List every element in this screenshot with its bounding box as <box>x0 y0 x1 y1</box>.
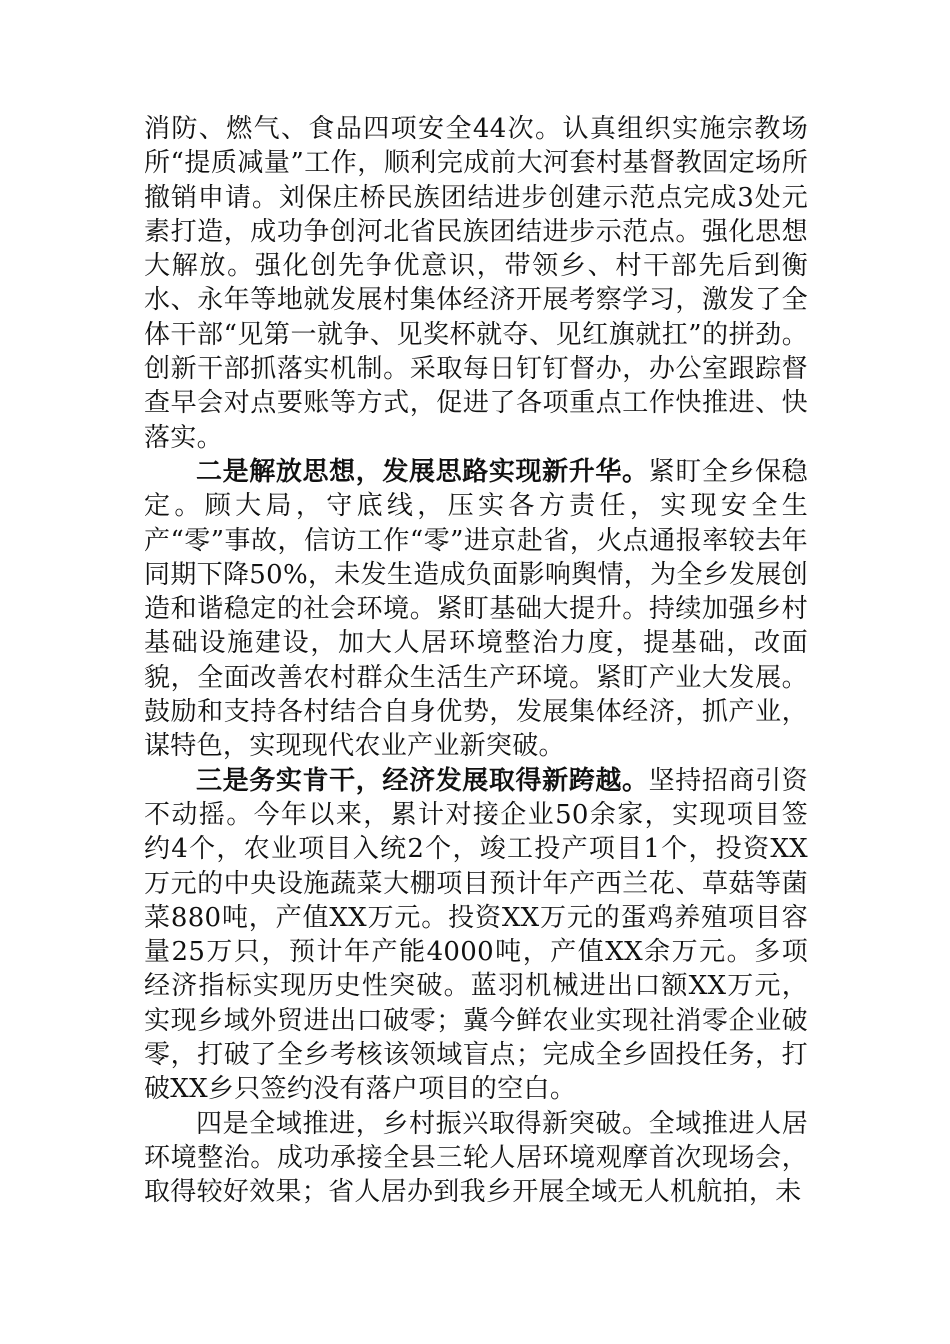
paragraph-text: 四是全域推进，乡村振兴取得新突破。全域推进人居环境整治。成功承接全县三轮人居环境观摩首次现场会，取得较好效果；省人居办到我乡开展全域无人机航拍，未 <box>144 1108 808 1208</box>
paragraph-lead: 三是务实肯干，经济发展取得新跨越。 <box>196 765 649 796</box>
paragraph-lead: 二是解放思想，发展思路实现新升华。 <box>196 456 649 487</box>
paragraph-text: 消防、燃气、食品四项安全44次。认真组织实施宗教场所“提质减量”工作，顺利完成前大河套村基督教固定场所撤销申请。刘保庄桥民族团结进步创建示范点完成3处元素打造，成功争创河北省民族团结进步示范点。强化思想大解放。强化创先争优意识，带领乡、村干部先后到衡水、永年等地就发展村集体经济开展考察学习，激发了全体干部“见第一就争、见奖杯就夺、见红旗就扛”的拼劲。创新干部抓落实机制。采取每日钉钉督办，办公室跟踪督查早会对点要账等方式，促进了各项重点工作快推进、快落实。 <box>144 114 808 453</box>
paragraph-continuation <box>144 112 808 455</box>
paragraph-point-three <box>144 764 808 1107</box>
paragraph-point-two <box>144 455 808 764</box>
paragraph-point-four <box>144 1107 808 1210</box>
document-page <box>144 112 808 1210</box>
paragraph-text: 紧盯全乡保稳定。顾大局，守底线，压实各方责任，实现安全生产“零”事故，信访工作“零”进京赴省，火点通报率较去年同期下降50%，未发生造成负面影响舆情，为全乡发展创造和谐稳定的社会环境。紧盯基础大提升。持续加强乡村基础设施建设，加大人居环境整治力度，提基础，改面貌，全面改善农村群众生活生产环境。紧盯产业大发展。鼓励和支持各村结合自身优势，发展集体经济，抓产业，谋特色，实现现代农业产业新突破。 <box>144 456 808 762</box>
paragraph-text: 坚持招商引资不动摇。今年以来，累计对接企业50余家，实现项目签约4个，农业项目入统2个，竣工投产项目1个，投资XX万元的中央设施蔬菜大棚项目预计年产西兰花、草菇等菌菜880吨，产值XX万元。投资XX万元的蛋鸡养殖项目容量25万只，预计年产能4000吨，产值XX余万元。多项经济指标实现历史性突破。蓝羽机械进出口额XX万元，实现乡域外贸进出口破零；冀今鲜农业实现社消零企业破零，打破了全乡考核该领域盲点；完成全乡固投任务，打破XX乡只签约没有落户项目的空白。 <box>144 765 808 1105</box>
